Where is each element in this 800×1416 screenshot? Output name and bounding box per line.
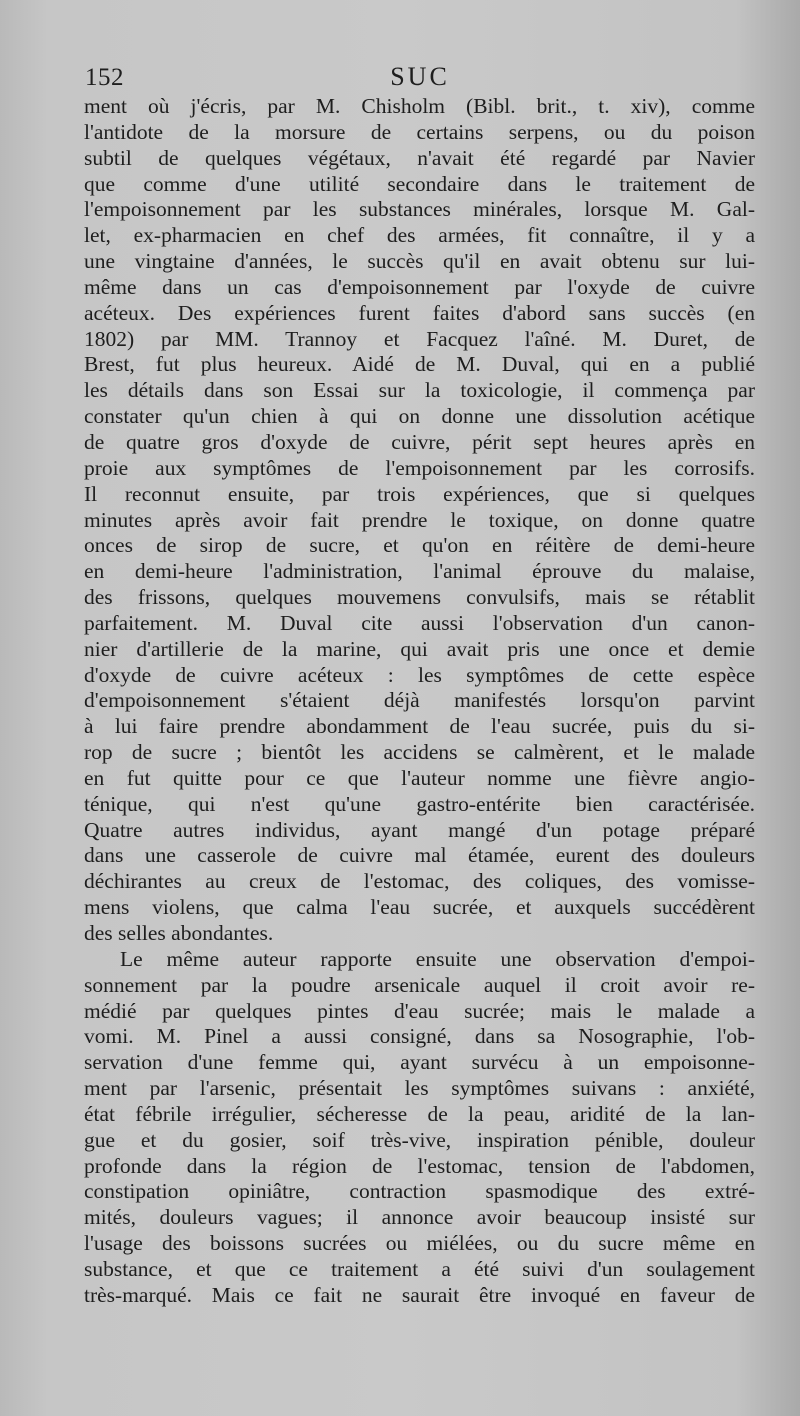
text-line: que comme d'une utilité secondaire dans le traitement de — [84, 171, 755, 196]
text-line: profonde dans la région de l'estomac, tension de l'abdomen, — [84, 1153, 755, 1178]
page-number: 152 — [85, 64, 124, 91]
text-line: les détails dans son Essai sur la toxicologie, il commença par — [84, 378, 755, 403]
text-line: ment par l'arsenic, présentait les symptômes suivans : anxiété, — [84, 1076, 755, 1101]
text-line: d'empoisonnement s'étaient déjà manifestés lorsqu'on parvint — [84, 688, 755, 713]
text-line: servation d'une femme qui, ayant survécu à un empoisonne- — [84, 1050, 755, 1075]
text-line: ténique, qui n'est qu'une gastro-entérite bien caractérisée. — [84, 791, 755, 816]
text-line: constater qu'un chien à qui on donne une dissolution acétique — [84, 404, 755, 429]
text-line: vomi. M. Pinel a aussi consigné, dans sa Nosographie, l'ob- — [84, 1024, 755, 1049]
text-line: rop de sucre ; bientôt les accidens se calmèrent, et le malade — [84, 740, 755, 765]
text-line: déchirantes au creux de l'estomac, des coliques, des vomisse- — [84, 869, 755, 894]
text-line: 1802) par MM. Trannoy et Facquez l'aîné. M. Duret, de — [84, 326, 755, 351]
text-line: mités, douleurs vagues; il annonce avoir beaucoup insisté sur — [84, 1205, 755, 1230]
text-line: gue et du gosier, soif très-vive, inspiration pénible, douleur — [84, 1127, 755, 1152]
text-line: onces de sirop de sucre, et qu'on en réitère de demi-heure — [84, 533, 755, 558]
text-line: acéteux. Des expériences furent faites d'abord sans succès (en — [84, 300, 755, 325]
text-line: Quatre autres individus, ayant mangé d'un potage préparé — [84, 817, 755, 842]
text-line: substance, et que ce traitement a été suivi d'un soulagement — [84, 1256, 755, 1281]
page-header — [85, 62, 755, 96]
text-line: l'antidote de la morsure de certains serpens, ou du poison — [84, 119, 755, 144]
text-line: constipation opiniâtre, contraction spasmodique des extré- — [84, 1179, 755, 1204]
text-line: ment où j'écris, par M. Chisholm (Bibl. brit., t. xiv), comme — [84, 94, 755, 118]
text-line: Brest, fut plus heureux. Aidé de M. Duval, qui en a publié — [84, 352, 755, 377]
text-line: mens violens, que calma l'eau sucrée, et auxquels succédèrent — [84, 895, 755, 920]
text-line: l'empoisonnement par les substances minérales, lorsque M. Gal- — [84, 197, 755, 222]
text-line: de quatre gros d'oxyde de cuivre, périt sept heures après en — [84, 429, 755, 454]
text-line: minutes après avoir fait prendre le toxique, on donne quatre — [84, 507, 755, 532]
body-text — [84, 94, 755, 1309]
text-line: médié par quelques pintes d'eau sucrée; mais le malade a — [84, 998, 755, 1023]
text-line: Il reconnut ensuite, par trois expériences, que si quelques — [84, 481, 755, 506]
paragraph-first-line: Le même auteur rapporte ensuite une observation d'empoi- — [120, 946, 755, 971]
text-line: état fébrile irrégulier, sécheresse de la peau, aridité de la lan- — [84, 1101, 755, 1126]
text-line: subtil de quelques végétaux, n'avait été regardé par Navier — [84, 145, 755, 170]
text-line: en fut quitte pour ce que l'auteur nomme une fièvre angio- — [84, 765, 755, 790]
text-line: très-marqué. Mais ce fait ne saurait être invoqué en faveur de — [84, 1282, 755, 1307]
text-line: une vingtaine d'années, le succès qu'il en avait obtenu sur lui- — [84, 249, 755, 274]
text-line: parfaitement. M. Duval cite aussi l'observation d'un canon- — [84, 610, 755, 635]
text-line: d'oxyde de cuivre acéteux : les symptômes de cette espèce — [84, 662, 755, 687]
text-line: sonnement par la poudre arsenicale auquel il croit avoir re- — [84, 972, 755, 997]
text-line: en demi-heure l'administration, l'animal éprouve du malaise, — [84, 559, 755, 584]
text-line: même dans un cas d'empoisonnement par l'oxyde de cuivre — [84, 274, 755, 299]
text-line: dans une casserole de cuivre mal étamée, eurent des douleurs — [84, 843, 755, 868]
text-line: à lui faire prendre abondamment de l'eau sucrée, puis du si- — [84, 714, 755, 739]
paragraph-last-line: des selles abondantes. — [84, 921, 274, 945]
text-line: des frissons, quelques mouvemens convulsifs, mais se rétablit — [84, 585, 755, 610]
running-title: SUC — [390, 62, 450, 91]
text-line: nier d'artillerie de la marine, qui avait pris une once et demie — [84, 636, 755, 661]
text-line: proie aux symptômes de l'empoisonnement par les corrosifs. — [84, 455, 755, 480]
text-line: l'usage des boissons sucrées ou miélées, ou du sucre même en — [84, 1231, 755, 1256]
text-line: let, ex-pharmacien en chef des armées, fit connaître, il y a — [84, 223, 755, 248]
